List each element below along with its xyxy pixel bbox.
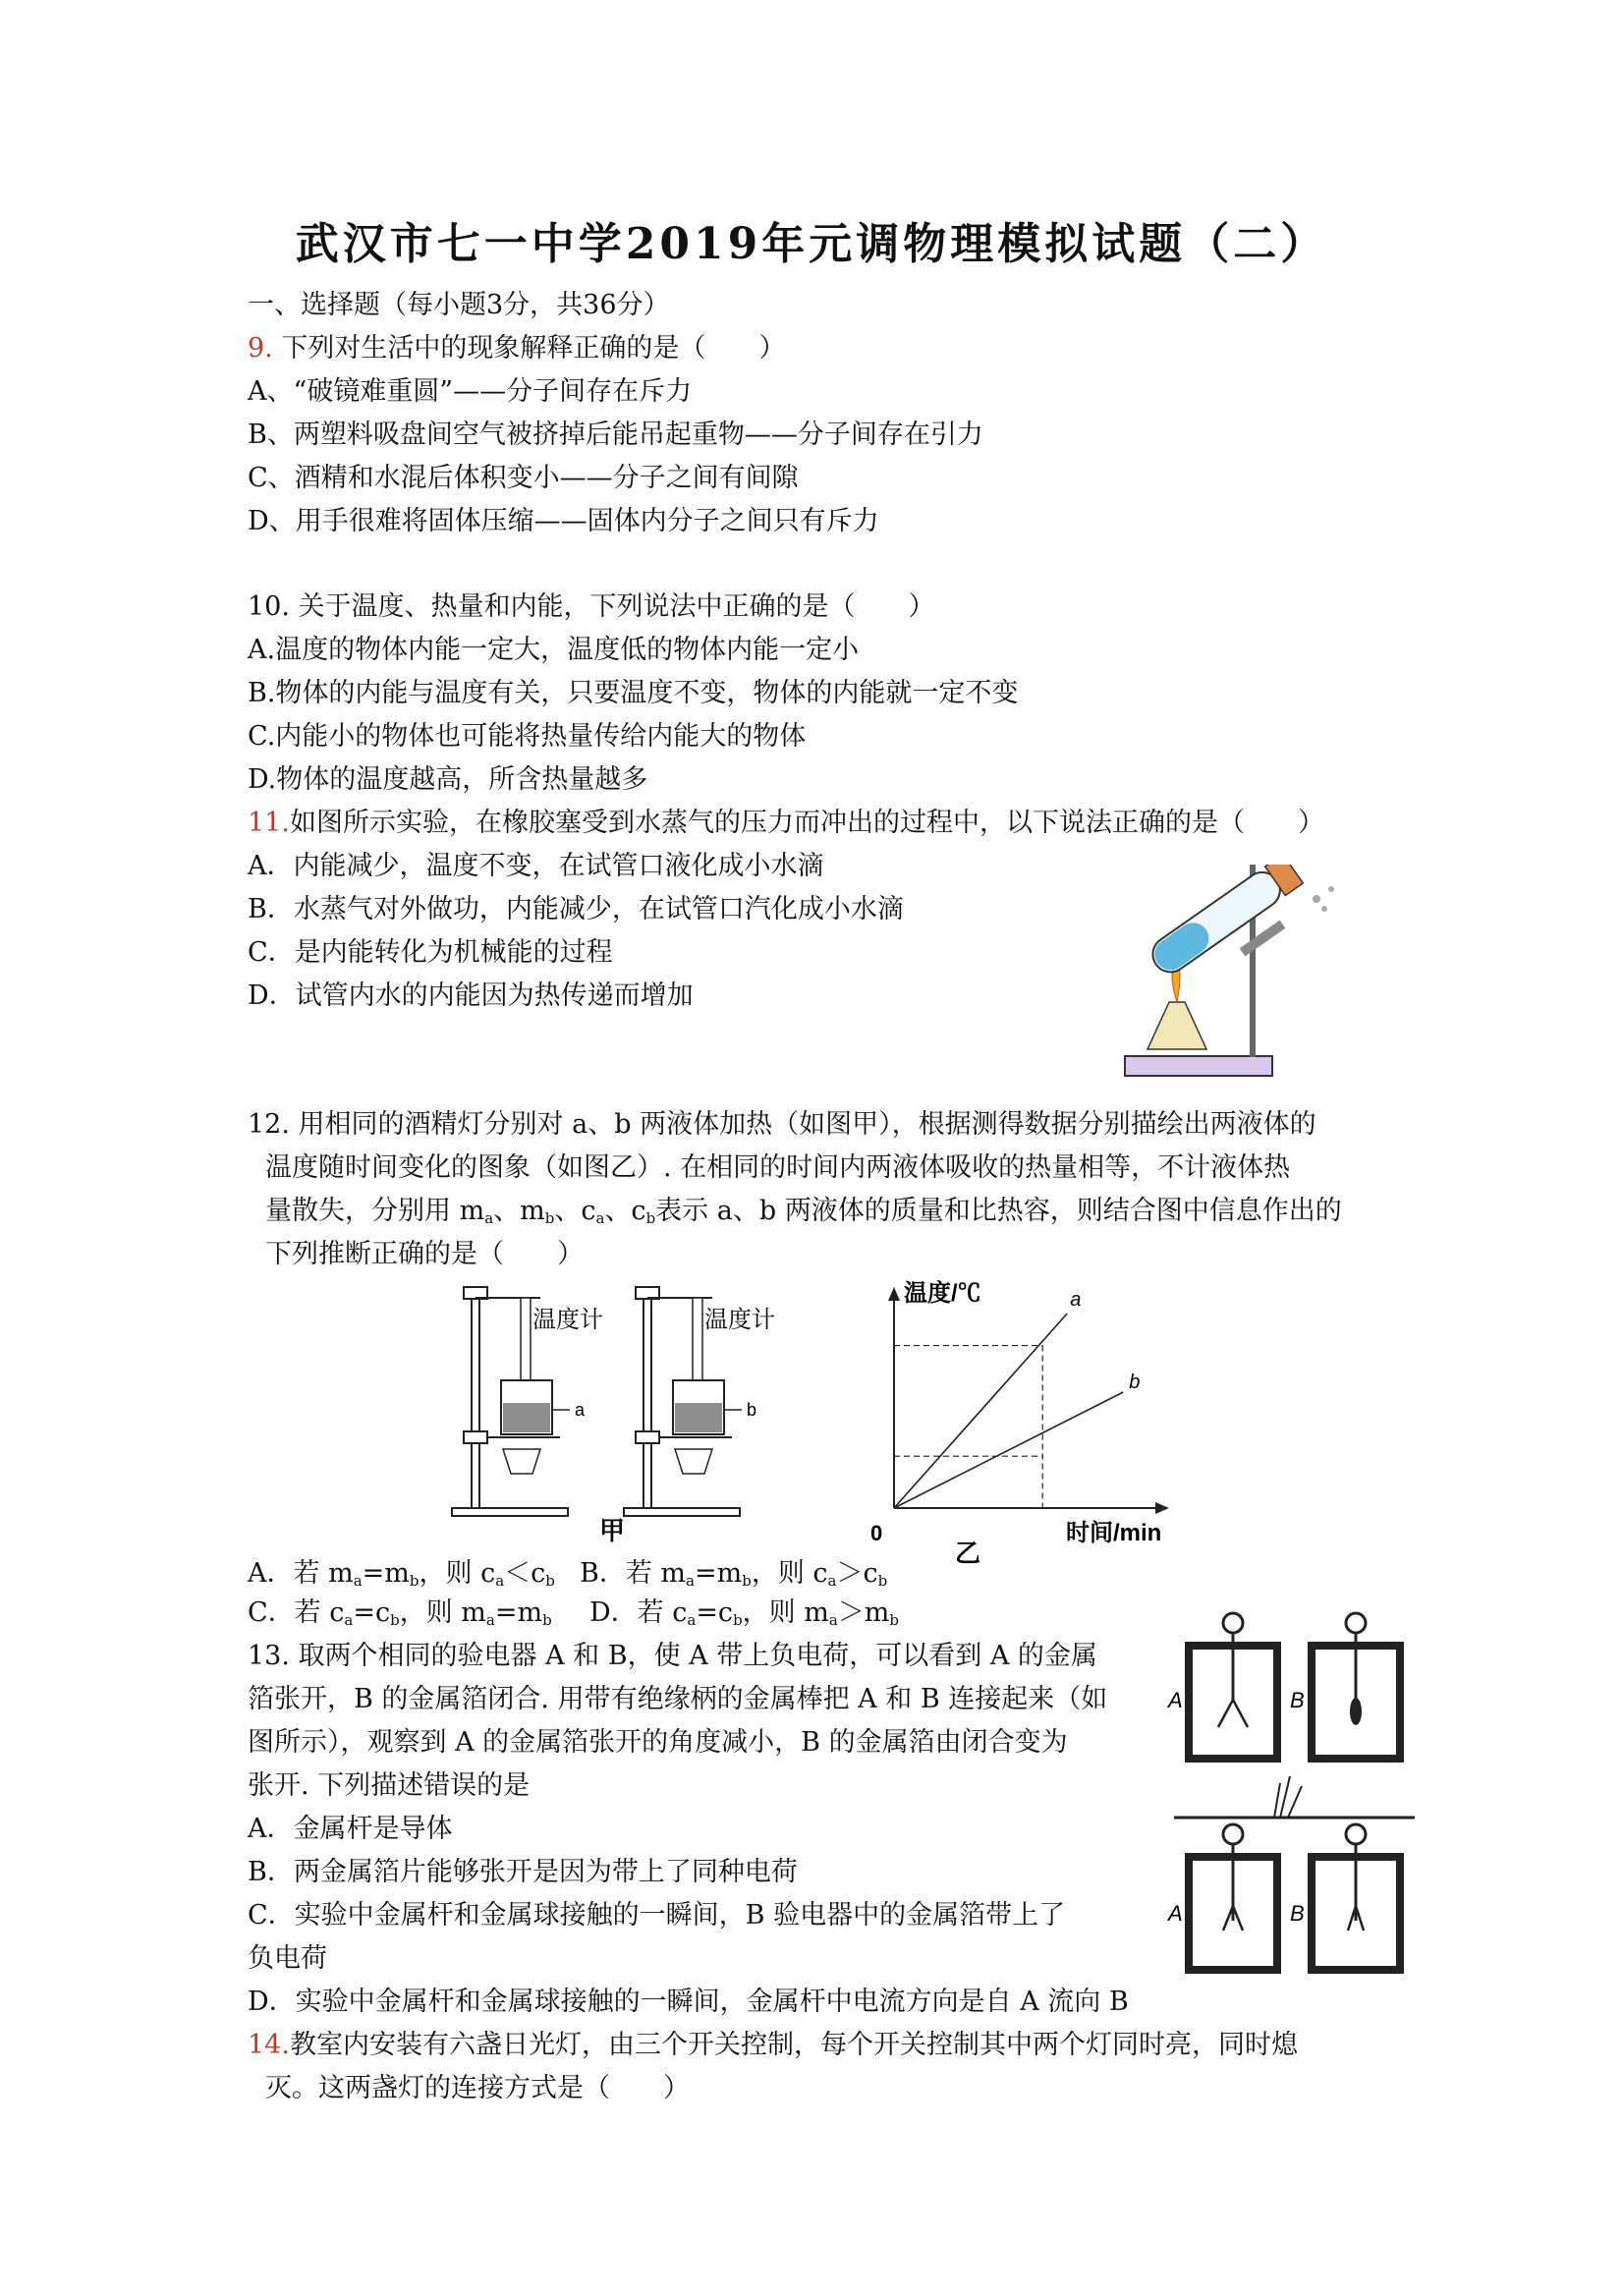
q10-option-b: B.物体的内能与温度有关，只要温度不变，物体的内能就一定不变: [248, 678, 1019, 708]
liquid-a-label: a: [575, 1400, 586, 1420]
label-B: B: [1290, 1688, 1305, 1712]
q10-option-a: A.温度的物体内能一定大，温度低的物体内能一定小: [248, 635, 860, 665]
q12-option-b: B．若 $m_a=m_b$，则 $c_a>c_b$: [580, 1558, 888, 1590]
thermometer-label: 温度计: [532, 1307, 603, 1333]
question-13-line-4: 张开. 下列描述错误的是: [248, 1770, 531, 1801]
question-14-line-1: [248, 2028, 1298, 2063]
q9-option-d: D、用手很难将固体压缩——固体内分子之间只有斥力: [248, 506, 879, 536]
series-a-label: a: [1070, 1289, 1082, 1311]
series-b-line: [894, 1392, 1123, 1508]
question-13-line-1: 13. 取两个相同的验电器 A 和 B，使 A 带上负电荷，可以看到 A 的金属: [248, 1641, 1097, 1671]
q13-option-a: A．金属杆是导体: [248, 1814, 453, 1844]
figure-yi-label: 乙: [955, 1539, 981, 1568]
y-axis-label: 温度/℃: [904, 1280, 981, 1307]
q13-option-d: D．实验中金属杆和金属球接触的一瞬间，金属杆中电流方向是自 A 流向 B: [248, 1987, 1129, 2017]
question-10-stem: 10. 关于温度、热量和内能，下列说法中正确的是（ ）: [248, 591, 935, 622]
question-text: 如图所示实验，在橡胶塞受到水蒸气的压力而冲出的过程中，以下说法正确的是（ ）: [289, 808, 1324, 838]
temperature-time-chart: [865, 1277, 1208, 1572]
electroscope-bottom: [1166, 1776, 1415, 1970]
question-number: 9.: [248, 333, 273, 364]
q9-option-a: A、“破镜难重圆”——分子间存在斥力: [248, 376, 693, 407]
q11-option-b: B．水蒸气对外做功，内能减少，在试管口汽化成小水滴: [248, 894, 904, 924]
question-12-line-2: 温度随时间变化的图象（如图乙）. 在相同的时间内两液体吸收的热量相等，不计液体热: [265, 1152, 1291, 1183]
series-b-label: b: [1129, 1372, 1141, 1393]
question-13-line-2: 箔张开，B 的金属箔闭合. 用带有绝缘柄的金属棒把 A 和 B 连接起来（如: [248, 1684, 1108, 1714]
x-axis-label: 时间/min: [1066, 1520, 1162, 1546]
label-A: A: [1168, 1688, 1183, 1712]
question-12-line-1: 12. 用相同的酒精灯分别对 a、b 两液体加热（如图甲），根据测得数据分别描绘出两液体的: [248, 1109, 1316, 1140]
electroscope-top: [1166, 1613, 1400, 1759]
q12-option-a: A．若 $m_a=m_b$，则 $c_a<c_b$: [248, 1558, 555, 1590]
heating-setup-figure: [442, 1272, 815, 1547]
electroscope-figure: [1164, 1592, 1420, 1994]
q12-option-c: C．若 $c_a=c_b$，则 $m_a=m_b$: [248, 1597, 552, 1629]
q13-option-b: B．两金属箔片能够张开是因为带上了同种电荷: [248, 1857, 798, 1887]
page-title: 武汉市七一中学2019年元调物理模拟试题（二）: [295, 219, 1328, 269]
q9-option-b: B、两塑料吸盘间空气被挤掉后能吊起重物——分子间存在引力: [248, 420, 983, 450]
figure-jia-label: 甲: [599, 1516, 626, 1545]
liquid-b-label: b: [747, 1400, 757, 1420]
question-11-stem: [248, 806, 1324, 841]
q13-option-c: C．实验中金属杆和金属球接触的一瞬间，B 验电器中的金属箔带上了: [248, 1900, 1066, 1931]
q11-option-c: C．是内能转化为机械能的过程: [248, 937, 613, 968]
setup-a: [452, 1287, 603, 1516]
q13-option-c-cont: 负电荷: [248, 1943, 327, 1974]
section-header: 一、选择题（每小题3分，共36分）: [248, 290, 670, 320]
question-text: 下列对生活中的现象解释正确的是（ ）: [281, 333, 786, 364]
q10-option-c: C.内能小的物体也可能将热量传给内能大的物体: [248, 721, 807, 752]
q11-option-a: A．内能减少，温度不变，在试管口液化成小水滴: [248, 851, 824, 881]
test-tube-experiment-figure: [1120, 865, 1346, 1081]
thermometer-label: 温度计: [704, 1307, 775, 1333]
question-13-line-3: 图所示），观察到 A 的金属箔张开的角度减小，B 的金属箔由闭合变为: [248, 1727, 1068, 1758]
question-number: 14.: [248, 2030, 290, 2060]
q11-option-d: D．试管内水的内能因为热传递而增加: [248, 980, 694, 1011]
q12-option-d: D．若 $c_a=c_b$，则 $m_a>m_b$: [589, 1597, 900, 1629]
label-B: B: [1290, 1901, 1305, 1926]
origin-label: 0: [870, 1521, 883, 1545]
question-14-line-2: 灭。这两盏灯的连接方式是（ ）: [265, 2073, 690, 2103]
q9-option-c: C、酒精和水混后体积变小——分子之间有间隙: [248, 463, 799, 493]
question-text: 教室内安装有六盏日光灯，由三个开关控制，每个开关控制其中两个灯同时亮，同时熄: [289, 2030, 1298, 2060]
question-number: 11.: [248, 808, 290, 838]
question-12-line-4: 下列推断正确的是（ ）: [265, 1239, 584, 1269]
label-A: A: [1168, 1901, 1183, 1926]
question-12-line-3: 量散失，分别用 $m_a$、$m_b$、$c_a$、$c_b$表示 a、b 两液体的质量和比热容，则结合图中信息作出的: [265, 1196, 1342, 1227]
series-a-line: [894, 1314, 1067, 1508]
q10-option-d: D.物体的温度越高，所含热量越多: [248, 764, 648, 795]
setup-b: [624, 1287, 775, 1516]
question-9-stem: [248, 331, 785, 366]
